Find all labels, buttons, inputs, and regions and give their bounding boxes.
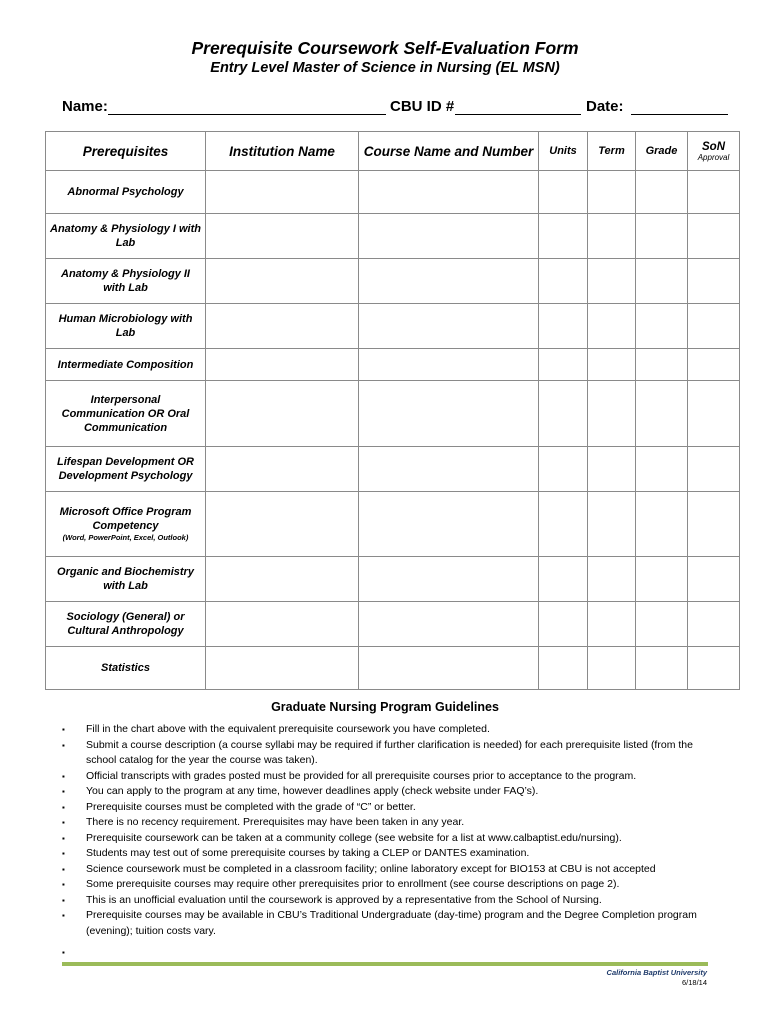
institution-cell[interactable] bbox=[206, 557, 359, 602]
guideline-item bbox=[62, 784, 712, 800]
table-row bbox=[46, 602, 740, 647]
guidelines-list bbox=[62, 722, 712, 957]
son-approval-cell[interactable] bbox=[688, 446, 740, 491]
footer-date: 6/18/14 bbox=[681, 978, 707, 987]
guideline-item bbox=[62, 846, 712, 862]
course-cell[interactable] bbox=[359, 348, 539, 381]
guideline-item bbox=[62, 908, 712, 939]
son-label: SoN bbox=[702, 140, 725, 153]
course-cell[interactable] bbox=[359, 213, 539, 258]
guideline-text: Some prerequisite courses may require other prerequisites prior to enrollment (see course descriptions on page 2). bbox=[86, 878, 620, 890]
cbu-id-field[interactable] bbox=[455, 113, 581, 115]
footer-university: California Baptist University bbox=[606, 968, 707, 977]
term-cell[interactable] bbox=[588, 557, 636, 602]
son-approval-cell[interactable] bbox=[688, 171, 740, 214]
course-cell[interactable] bbox=[359, 557, 539, 602]
institution-cell[interactable] bbox=[206, 213, 359, 258]
son-approval-cell[interactable] bbox=[688, 303, 740, 348]
grade-cell[interactable] bbox=[636, 381, 688, 446]
grade-cell[interactable] bbox=[636, 491, 688, 556]
grade-cell[interactable] bbox=[636, 303, 688, 348]
square-bullet-icon: ▪ bbox=[62, 787, 65, 796]
guideline-item bbox=[62, 722, 712, 738]
prerequisite-label: Microsoft Office Program Competency bbox=[59, 505, 192, 532]
square-bullet-icon: ▪ bbox=[62, 818, 65, 827]
guideline-item bbox=[62, 815, 712, 831]
prerequisite-name bbox=[46, 602, 206, 647]
date-label: Date: bbox=[586, 98, 624, 115]
term-cell[interactable] bbox=[588, 213, 636, 258]
prerequisite-name bbox=[46, 348, 206, 381]
prerequisite-name bbox=[46, 381, 206, 446]
son-approval-cell[interactable] bbox=[688, 348, 740, 381]
term-cell[interactable] bbox=[588, 491, 636, 556]
course-cell[interactable] bbox=[359, 646, 539, 689]
units-cell[interactable] bbox=[539, 258, 588, 303]
form-subtitle: Entry Level Master of Science in Nursing (EL MSN) bbox=[210, 60, 560, 76]
guideline-text: This is an unofficial evaluation until the coursework is approved by a representative from the School of Nursing. bbox=[86, 893, 602, 906]
prerequisite-label: Anatomy & Physiology II with Lab bbox=[61, 267, 190, 294]
prerequisite-label: Anatomy & Physiology I with Lab bbox=[50, 222, 201, 249]
grade-cell[interactable] bbox=[636, 557, 688, 602]
square-bullet-icon: ▪ bbox=[62, 880, 65, 889]
date-field[interactable] bbox=[631, 113, 728, 115]
prerequisite-label: Statistics bbox=[101, 661, 150, 674]
square-bullet-icon: ▪ bbox=[62, 771, 65, 781]
units-cell[interactable] bbox=[539, 557, 588, 602]
son-approval-cell[interactable] bbox=[688, 213, 740, 258]
table-row bbox=[46, 646, 740, 689]
institution-cell[interactable] bbox=[206, 491, 359, 556]
col-term: Term bbox=[588, 132, 636, 171]
units-cell[interactable] bbox=[539, 446, 588, 491]
course-cell[interactable] bbox=[359, 446, 539, 491]
prerequisite-name bbox=[46, 491, 206, 556]
grade-cell[interactable] bbox=[636, 348, 688, 381]
table-row bbox=[46, 213, 740, 258]
guideline-item bbox=[62, 831, 712, 847]
institution-cell[interactable] bbox=[206, 446, 359, 491]
square-bullet-icon: ▪ bbox=[62, 895, 65, 905]
guideline-text: You can apply to the program at any time, however deadlines apply (check website under FAQ’s). bbox=[86, 785, 539, 797]
institution-cell[interactable] bbox=[206, 348, 359, 381]
term-cell[interactable] bbox=[588, 602, 636, 647]
prerequisite-name bbox=[46, 258, 206, 303]
institution-cell[interactable] bbox=[206, 646, 359, 689]
identity-line bbox=[62, 97, 742, 119]
grade-cell[interactable] bbox=[636, 171, 688, 214]
institution-cell[interactable] bbox=[206, 602, 359, 647]
square-bullet-icon: ▪ bbox=[62, 948, 65, 957]
course-cell[interactable] bbox=[359, 171, 539, 214]
son-approval-cell[interactable] bbox=[688, 258, 740, 303]
course-cell[interactable] bbox=[359, 381, 539, 446]
prerequisite-label: Human Microbiology with Lab bbox=[58, 312, 193, 339]
prerequisite-label: Abnormal Psychology bbox=[67, 185, 184, 198]
table-row bbox=[46, 258, 740, 303]
term-cell[interactable] bbox=[588, 303, 636, 348]
form-title: Prerequisite Coursework Self-Evaluation Form bbox=[191, 38, 579, 58]
guideline-text: Official transcripts with grades posted must be provided for all prerequisite courses prior to acceptance to the program. bbox=[86, 769, 637, 782]
prerequisite-note: (Word, PowerPoint, Excel, Outlook) bbox=[62, 532, 189, 542]
units-cell[interactable] bbox=[539, 381, 588, 446]
units-cell[interactable] bbox=[539, 646, 588, 689]
guidelines-title: Graduate Nursing Program Guidelines bbox=[271, 700, 499, 714]
cbu-id-label: CBU ID # bbox=[390, 98, 455, 115]
name-field[interactable] bbox=[108, 113, 386, 115]
table-row bbox=[46, 171, 740, 214]
term-cell[interactable] bbox=[588, 646, 636, 689]
table-header-row bbox=[46, 132, 740, 171]
col-institution-name: Institution Name bbox=[206, 132, 359, 171]
institution-cell[interactable] bbox=[206, 258, 359, 303]
grade-cell[interactable] bbox=[636, 258, 688, 303]
square-bullet-icon: ▪ bbox=[62, 864, 65, 874]
square-bullet-icon: ▪ bbox=[62, 849, 65, 858]
square-bullet-icon: ▪ bbox=[62, 833, 65, 843]
prerequisite-label: Organic and Biochemistry with Lab bbox=[57, 566, 194, 593]
prerequisite-label: Sociology (General) or Cultural Anthropology bbox=[66, 611, 185, 637]
prerequisite-name bbox=[46, 171, 206, 214]
table-row bbox=[46, 381, 740, 446]
term-cell[interactable] bbox=[588, 171, 636, 214]
institution-cell[interactable] bbox=[206, 171, 359, 214]
name-label: Name: bbox=[62, 98, 108, 115]
col-grade: Grade bbox=[636, 132, 688, 171]
table-row bbox=[46, 303, 740, 348]
guideline-text: Students may test out of some prerequisite courses by taking a CLEP or DANTES examination. bbox=[86, 847, 530, 859]
guideline-text: Prerequisite coursework can be taken at a community college (see website for a list at www.calbaptist.edu/nursing). bbox=[86, 831, 622, 844]
units-cell[interactable] bbox=[539, 602, 588, 647]
prerequisite-label: Lifespan Development OR Development Psychology bbox=[57, 455, 194, 482]
guideline-item bbox=[62, 862, 712, 878]
grade-cell[interactable] bbox=[636, 602, 688, 647]
guideline-text: Fill in the chart above with the equivalent prerequisite coursework you have completed. bbox=[86, 723, 490, 735]
prerequisite-name bbox=[46, 303, 206, 348]
guideline-item bbox=[62, 877, 712, 893]
col-prerequisites: Prerequisites bbox=[46, 132, 206, 171]
prerequisite-label: Intermediate Composition bbox=[57, 358, 194, 371]
col-units: Units bbox=[539, 132, 588, 171]
guideline-text: Submit a course description (a course syllabi may be required if further clarification is needed) for each prerequisite listed (from the school catalog for the year the course was taken). bbox=[86, 738, 693, 766]
guideline-text: Science coursework must be completed in a classroom facility; online laboratory except for BIO153 at CBU is not accepted bbox=[86, 862, 656, 875]
square-bullet-icon: ▪ bbox=[62, 725, 65, 734]
units-cell[interactable] bbox=[539, 213, 588, 258]
guideline-item bbox=[62, 769, 712, 785]
grade-cell[interactable] bbox=[636, 213, 688, 258]
guideline-text: Prerequisite courses may be available in CBU’s Traditional Undergraduate (day-time) program and the Degree Completion program (evening); tuition costs vary. bbox=[86, 909, 697, 937]
units-cell[interactable] bbox=[539, 491, 588, 556]
table-row bbox=[46, 557, 740, 602]
son-approval-cell[interactable] bbox=[688, 381, 740, 446]
institution-cell[interactable] bbox=[206, 303, 359, 348]
prerequisite-name bbox=[46, 446, 206, 491]
table-row bbox=[46, 491, 740, 556]
guideline-item bbox=[62, 800, 712, 816]
approval-label: Approval bbox=[697, 152, 730, 162]
course-cell[interactable] bbox=[359, 491, 539, 556]
square-bullet-icon: ▪ bbox=[62, 802, 65, 812]
son-approval-cell[interactable] bbox=[688, 491, 740, 556]
prerequisite-name bbox=[46, 213, 206, 258]
units-cell[interactable] bbox=[539, 171, 588, 214]
grade-cell[interactable] bbox=[636, 446, 688, 491]
units-cell[interactable] bbox=[539, 348, 588, 381]
prerequisite-name bbox=[46, 557, 206, 602]
col-course-name-number: Course Name and Number bbox=[359, 132, 539, 171]
square-bullet-icon: ▪ bbox=[62, 740, 65, 750]
prerequisite-label: Interpersonal Communication OR Oral Communication bbox=[61, 393, 190, 434]
course-cell[interactable] bbox=[359, 303, 539, 348]
institution-cell[interactable] bbox=[206, 381, 359, 446]
term-cell[interactable] bbox=[588, 258, 636, 303]
units-cell[interactable] bbox=[539, 303, 588, 348]
guideline-text: Prerequisite courses must be completed with the grade of “C” or better. bbox=[86, 800, 416, 813]
course-cell[interactable] bbox=[359, 602, 539, 647]
footer-accent-bar bbox=[62, 962, 708, 966]
grade-cell[interactable] bbox=[636, 646, 688, 689]
term-cell[interactable] bbox=[588, 446, 636, 491]
col-son-approval bbox=[688, 132, 740, 171]
square-bullet-icon: ▪ bbox=[62, 911, 65, 920]
prerequisite-table bbox=[45, 131, 740, 690]
guideline-text: There is no recency requirement. Prerequisites may have been taken in any year. bbox=[86, 816, 465, 828]
term-cell[interactable] bbox=[588, 381, 636, 446]
son-approval-cell[interactable] bbox=[688, 602, 740, 647]
son-approval-cell[interactable] bbox=[688, 646, 740, 689]
term-cell[interactable] bbox=[588, 348, 636, 381]
table-row bbox=[46, 348, 740, 381]
guideline-item bbox=[62, 893, 712, 909]
prerequisite-name bbox=[46, 646, 206, 689]
table-row bbox=[46, 446, 740, 491]
course-cell[interactable] bbox=[359, 258, 539, 303]
son-approval-cell[interactable] bbox=[688, 557, 740, 602]
guideline-item bbox=[62, 738, 712, 769]
